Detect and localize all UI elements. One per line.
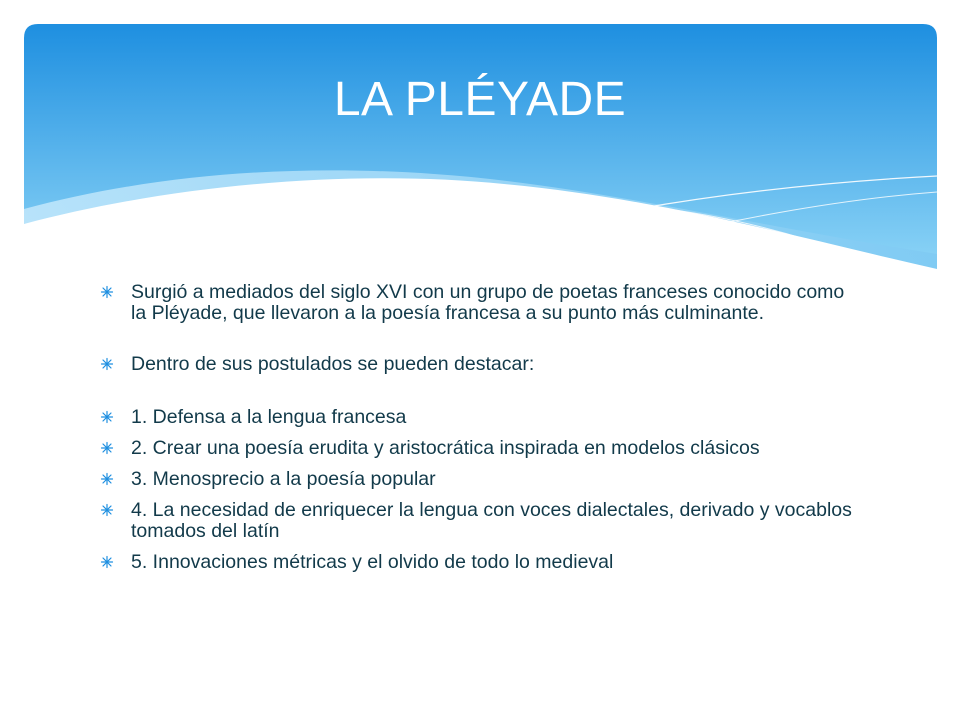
asterisk-icon: [100, 285, 114, 299]
asterisk-icon: [100, 472, 114, 486]
bullet-text: 3. Menosprecio a la poesía popular: [131, 468, 436, 490]
bullet-text: 5. Innovaciones métricas y el olvido de todo lo medieval: [131, 551, 614, 573]
asterisk-icon: [100, 555, 114, 569]
bullet-item: [98, 282, 858, 324]
bullet-item: [98, 438, 858, 459]
bullet-text: 4. La necesidad de enriquecer la lengua con voces dialectales, derivado y vocablos tomados del latín: [131, 499, 852, 542]
bullet-text: Dentro de sus postulados se pueden destacar:: [131, 353, 535, 375]
header-wave-banner: [24, 24, 937, 274]
asterisk-icon: [100, 357, 114, 371]
bullet-text: Surgió a mediados del siglo XVI con un grupo de poetas franceses conocido como la Pléyade, que llevaron a la poesía francesa a su punto más culminante.: [131, 281, 845, 324]
bullet-text: 1. Defensa a la lengua francesa: [131, 406, 407, 428]
bullet-item: [98, 500, 858, 542]
bullet-item: [98, 469, 858, 490]
bullet-text: 2. Crear una poesía erudita y aristocrática inspirada en modelos clásicos: [131, 437, 760, 459]
asterisk-icon: [100, 441, 114, 455]
bullet-item: [98, 552, 858, 573]
bullet-item: [98, 407, 858, 428]
asterisk-icon: [100, 503, 114, 517]
bullet-list: [98, 282, 858, 573]
slide-title: LA PLÉYADE: [333, 73, 627, 126]
bullet-item: [98, 354, 858, 375]
wave-background: [24, 24, 937, 274]
asterisk-icon: [100, 410, 114, 424]
